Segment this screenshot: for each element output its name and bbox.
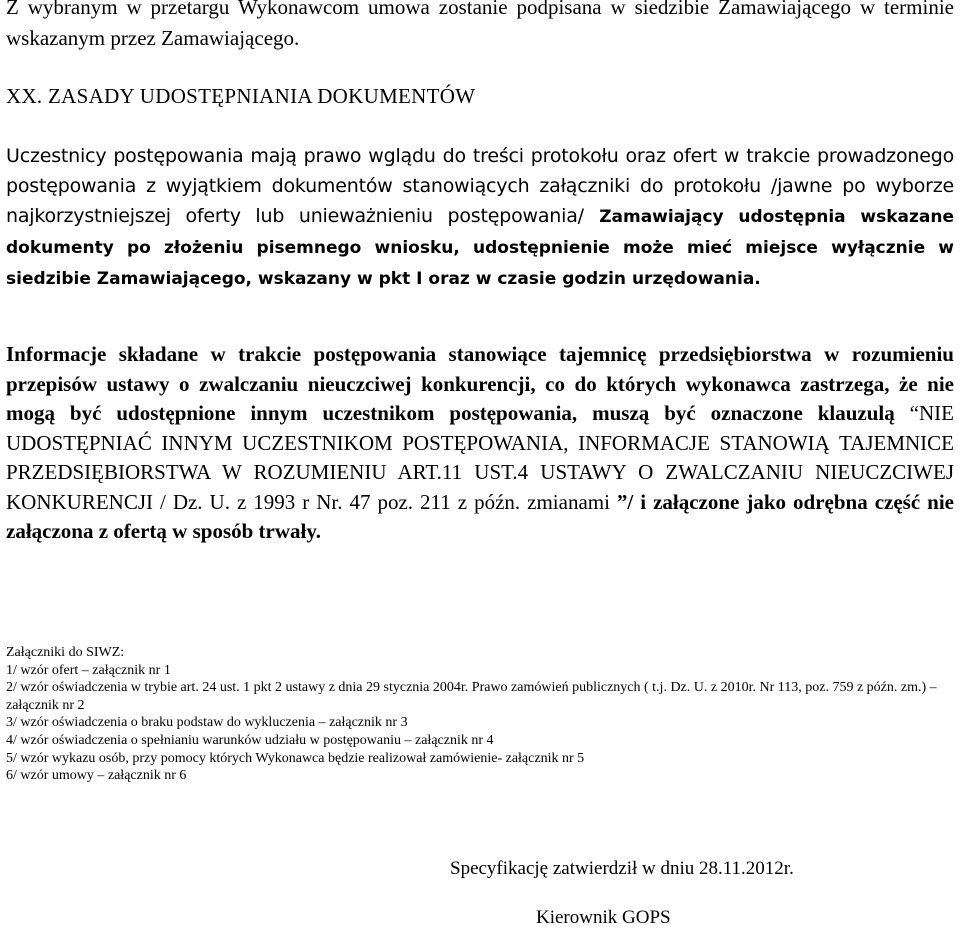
attachments-list: [6, 644, 954, 785]
list-item: 4/ wzór oświadczenia o spełnianiu warunków udziału w postępowaniu – załącznik nr 4: [6, 732, 494, 748]
access-text-b: Zamawiający udostępnia wskazane dokumenty po złożeniu pisemnego wniosku, udostępnienie może mieć miejsce wyłącznie w siedzibie Zamawiającego, wskazany w pkt I oraz w czasie godzin urzędowania.: [6, 207, 954, 289]
approval-line: Specyfikację zatwierdził w dniu 28.11.2012r.: [450, 858, 794, 879]
award-paragraph: Z wybranym w przetargu Wykonawcom umowa zostanie podpisana w siedzibie Zamawiającego w terminie wskazanym przez Zamawiającego.: [6, 0, 954, 50]
access-paragraph: [6, 141, 954, 294]
list-item: 5/ wzór wykazu osób, przy pomocy których Wykonawca będzie realizował zamówienie- załącznik nr 5: [6, 750, 585, 766]
list-item: 2/ wzór oświadczenia w trybie art. 24 ust. 1 pkt 2 ustawy z dnia 29 stycznia 2004r. Prawo zamówień publicznych ( t.j. Dz. U. z 2010r. Nr 113, poz. 759 z późn. zm.) – załącznik nr 2: [6, 680, 937, 713]
confidentiality-paragraph: [6, 340, 954, 547]
confidentiality-text-a: Informacje składane w trakcie postępowania stanowiące tajemnicę przedsiębiorstwa w rozumieniu przepisów ustawy o zwalczaniu nieuczciwej konkurencji, co do których wykonawca zastrzega, że nie mogą być udostępnione innym uczestnikom postępowania, muszą być oznaczone klauzulą: [6, 342, 954, 425]
confidentiality-text-c: ”/ i załączone jako odrębna część nie załączona z ofertą w sposób trwały.: [6, 489, 954, 543]
section-heading: XX. ZASADY UDOSTĘPNIANIA DOKUMENTÓW: [6, 84, 476, 108]
list-item: 1/ wzór ofert – załącznik nr 1: [6, 662, 171, 678]
confidentiality-clause: “NIE UDOSTĘPNIAĆ INNYM UCZESTNIKOM POSTĘPOWANIA, INFORMACJE STANOWIĄ TAJEMNICE PRZEDSIĘBIORSTWA W ROZUMIENIU ART.11 UST.4 USTAWY O ZWALCZANIU NIEUCZCIWEJ KONKURENCJI / Dz. U. z 1993 r Nr. 47 poz. 211 z późn. zmianami: [6, 401, 954, 514]
list-item: 6/ wzór umowy – załącznik nr 6: [6, 768, 187, 784]
list-item: 3/ wzór oświadczenia o braku podstaw do wykluczenia – załącznik nr 3: [6, 715, 408, 731]
access-text-a: Uczestnicy postępowania mają prawo wglądu do treści protokołu oraz ofert w trakcie prowadzonego postępowania z wyjątkiem dokumentów stanowiących załączniki do protokołu /jawne po wyborze najkorzystniejszej oferty lub unieważnieniu postępowania/: [6, 145, 954, 227]
signatory-role: Kierownik GOPS: [536, 907, 671, 928]
attachments-title: Załączniki do SIWZ:: [6, 645, 125, 660]
